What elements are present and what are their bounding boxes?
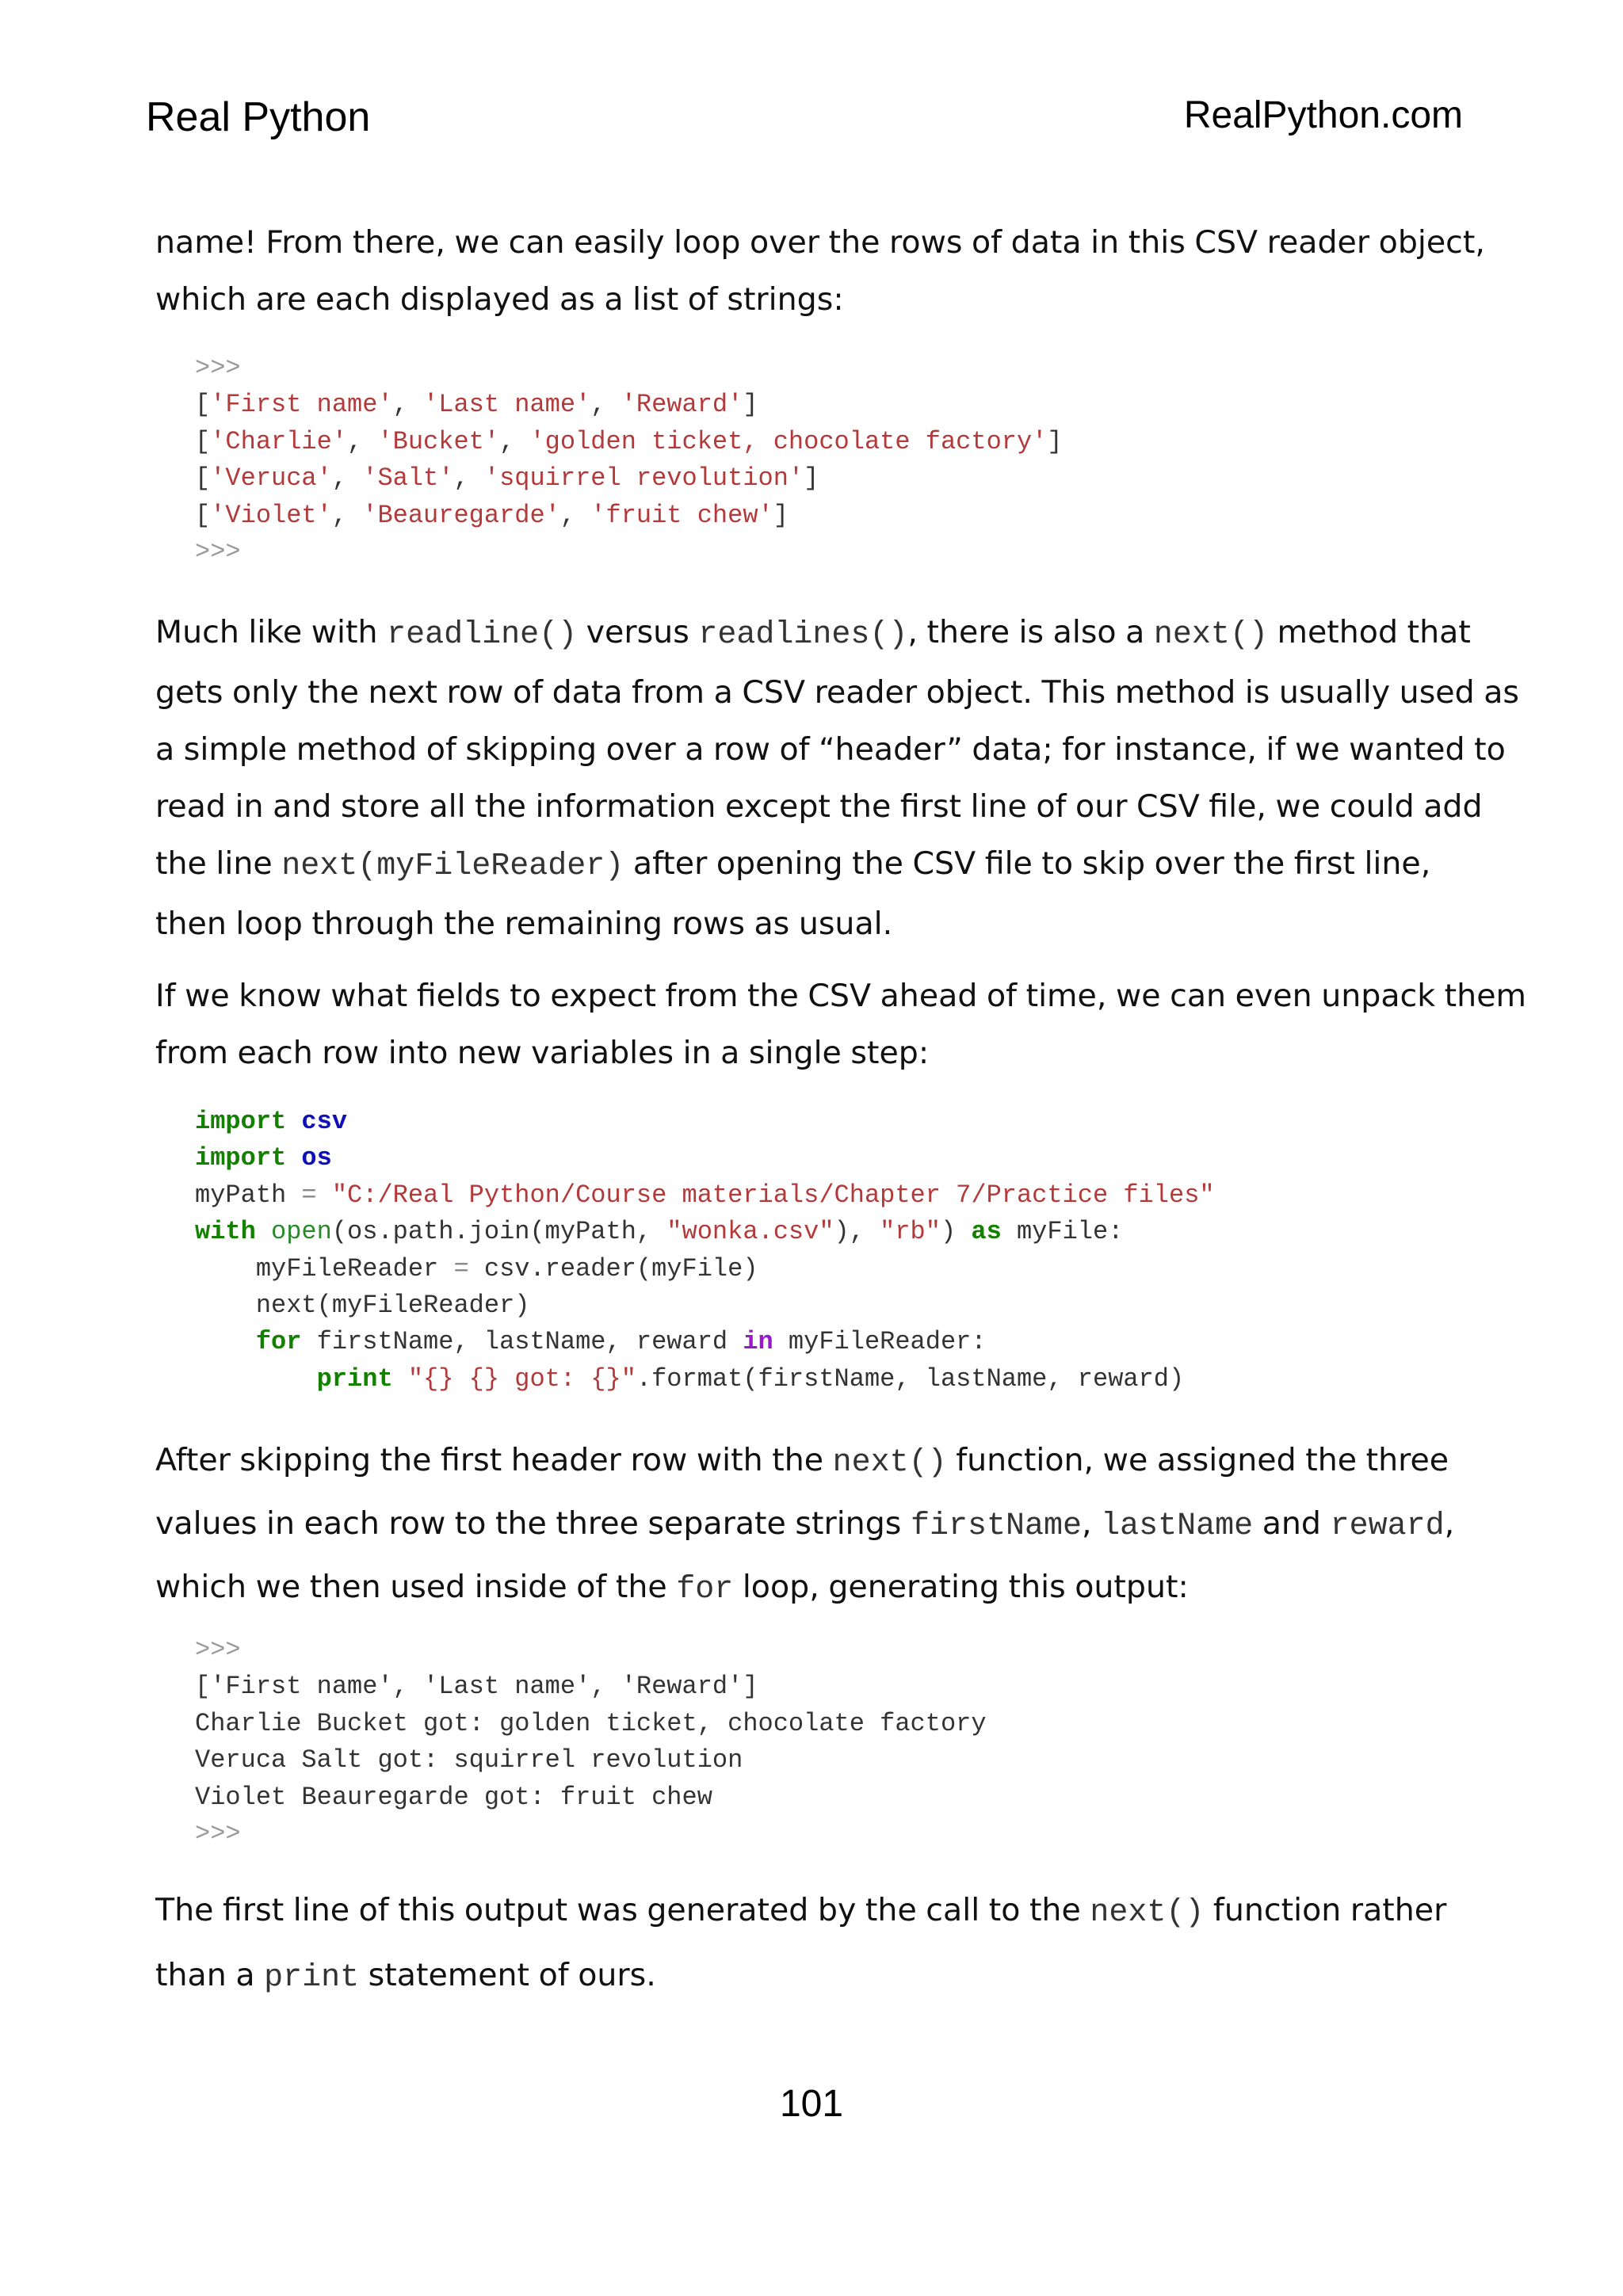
text: The first line of this output was generated by the call to the [155, 1892, 1090, 1928]
text: and [1253, 1505, 1331, 1542]
text: Much like with [155, 614, 388, 650]
keyword: in [743, 1327, 773, 1357]
code-text: next(myFileReader) [195, 1291, 530, 1321]
code-text: myPath [195, 1180, 287, 1210]
paragraph-2 [155, 604, 1519, 952]
string-token: 'Charlie' [210, 426, 348, 456]
paragraph-2-line-2: gets only the next row of data from a CSV reader object. This method is usually used as [155, 674, 1519, 711]
inline-code: next() [832, 1445, 947, 1481]
paragraph-4-line-2 [155, 1493, 1468, 1557]
text: loop, generating this output: [733, 1569, 1189, 1605]
string-token: 'Bucket' [377, 426, 500, 456]
text: which we then used inside of the [155, 1569, 677, 1605]
string-token: 'squirrel revolution' [483, 463, 804, 494]
string-token: "C:/Real Python/Course materials/Chapter 7/Practice files" [331, 1180, 1215, 1210]
code-block-2-pre [155, 1104, 1468, 1398]
inline-code: reward [1330, 1508, 1445, 1544]
string-token: 'Beauregarde' [362, 500, 560, 530]
keyword: print [316, 1363, 393, 1394]
inline-code: next(myFileReader) [281, 849, 624, 884]
code-text: myFileReader [195, 1253, 454, 1283]
text: than a [155, 1957, 265, 1993]
prompt: >>> [195, 1819, 241, 1849]
code-block-3-pre [155, 1632, 1468, 1852]
paragraph-5-line-2 [155, 1944, 1468, 2009]
keyword: import [195, 1107, 287, 1136]
text: function rather [1204, 1892, 1447, 1928]
string-token: 'Salt' [362, 463, 454, 494]
prompt: >>> [195, 353, 241, 383]
text: , [1444, 1505, 1455, 1542]
inline-code: next() [1090, 1895, 1205, 1931]
keyword: import [195, 1143, 287, 1173]
paragraph-2-line-5 [155, 835, 1468, 895]
string-token: 'golden ticket, chocolate factory' [529, 426, 1048, 456]
code-text: csv.reader(myFile) [468, 1253, 758, 1283]
code-text: firstName, lastName, reward [301, 1327, 743, 1357]
code-text: myFile: [1001, 1217, 1124, 1247]
paragraph-4-line-3 [155, 1557, 1468, 1620]
paragraph-1 [155, 214, 1485, 328]
string-token: "{} {} got: {}" [407, 1363, 636, 1394]
operator: = [453, 1253, 469, 1283]
text: values in each row to the three separate strings [155, 1505, 911, 1542]
text: function, we assigned the three [946, 1442, 1449, 1478]
code-text: ) [940, 1217, 972, 1247]
string-token: 'Last name' [423, 390, 591, 420]
module-name: os [301, 1143, 332, 1173]
string-token: "rb" [880, 1217, 941, 1247]
code-block-1 [155, 350, 1468, 570]
paragraph-5-line-1 [155, 1879, 1468, 1944]
inline-code: readlines() [698, 617, 908, 653]
header-site: RealPython.com [1183, 94, 1463, 136]
inline-code: print [264, 1960, 360, 1996]
paragraph-2-line-6: then loop through the remaining rows as usual. [155, 906, 893, 942]
code-block-2 [155, 1104, 1468, 1398]
keyword: with [195, 1217, 256, 1247]
paragraph-1-line-2: which are each displayed as a list of strings: [155, 281, 844, 318]
header-title: Real Python [146, 94, 371, 140]
paragraph-1-line-1: name! From there, we can easily loop over the rows of data in this CSV reader object, [155, 224, 1485, 261]
text: after opening the CSV file to skip over the first line, [624, 845, 1431, 882]
code-text: .format(firstName, lastName, reward) [636, 1363, 1185, 1394]
prompt: >>> [195, 1635, 241, 1665]
paragraph-3-line-1: If we know what fields to expect from the CSV ahead of time, we can even unpack them [155, 978, 1526, 1014]
module-name: csv [301, 1107, 348, 1136]
text: , there is also a [907, 614, 1154, 650]
string-token: 'First name' [210, 390, 393, 420]
code-text: ), [834, 1217, 880, 1247]
paragraph-4 [155, 1430, 1468, 1620]
output-line: ['First name', 'Last name', 'Reward'] [195, 1672, 758, 1702]
builtin-function: open [271, 1217, 332, 1247]
keyword: as [971, 1217, 1002, 1247]
string-token: 'Reward' [621, 390, 743, 420]
paragraph-2-line-4: read in and store all the information except the first line of our CSV file, we could add [155, 788, 1483, 825]
paragraph-3 [155, 967, 1526, 1081]
paragraph-2-line-3: a simple method of skipping over a row of “header” data; for instance, if we wanted to [155, 731, 1506, 768]
text: After skipping the first header row with the [155, 1442, 833, 1478]
inline-code: for [676, 1572, 734, 1608]
text: versus [577, 614, 699, 650]
code-text: (os.path.join(myPath, [331, 1217, 667, 1247]
output-line: Veruca Salt got: squirrel revolution [195, 1745, 743, 1775]
page-number: 101 [779, 2083, 844, 2125]
code-text: myFileReader: [773, 1327, 987, 1357]
paragraph-4-line-1 [155, 1430, 1468, 1493]
text: statement of ours. [359, 1957, 656, 1993]
inline-code: readline() [387, 617, 578, 653]
text: method that [1267, 614, 1471, 650]
output-line: Charlie Bucket got: golden ticket, chocolate factory [195, 1708, 987, 1738]
string-token: "wonka.csv" [666, 1217, 834, 1247]
operator: = [301, 1180, 317, 1210]
prompt: >>> [195, 537, 241, 567]
keyword: for [255, 1327, 302, 1357]
string-token: 'Veruca' [210, 463, 332, 494]
inline-code: lastName [1101, 1508, 1254, 1544]
string-token: 'Violet' [210, 500, 332, 530]
code-block-1-pre: >>> ['First name', 'Last name', 'Reward'] ['Charlie', 'Bucket', 'golden ticket, chocolate factory'] ['Veruca', 'Salt', 'squirrel revolution'] ['Violet', 'Beauregarde', 'fruit chew'] >>> [195, 353, 1063, 567]
paragraph-5 [155, 1879, 1468, 2009]
text: the line [155, 845, 282, 882]
text: , [1081, 1505, 1102, 1542]
output-line: Violet Beauregarde got: fruit chew [195, 1782, 712, 1812]
inline-code: firstName [910, 1508, 1082, 1544]
paragraph-3-line-2: from each row into new variables in a single step: [155, 1035, 930, 1071]
code-block-3 [155, 1632, 1468, 1852]
string-token: 'fruit chew' [590, 500, 773, 530]
paragraph-2-line-1 [155, 604, 1471, 664]
inline-code: next() [1153, 617, 1268, 653]
